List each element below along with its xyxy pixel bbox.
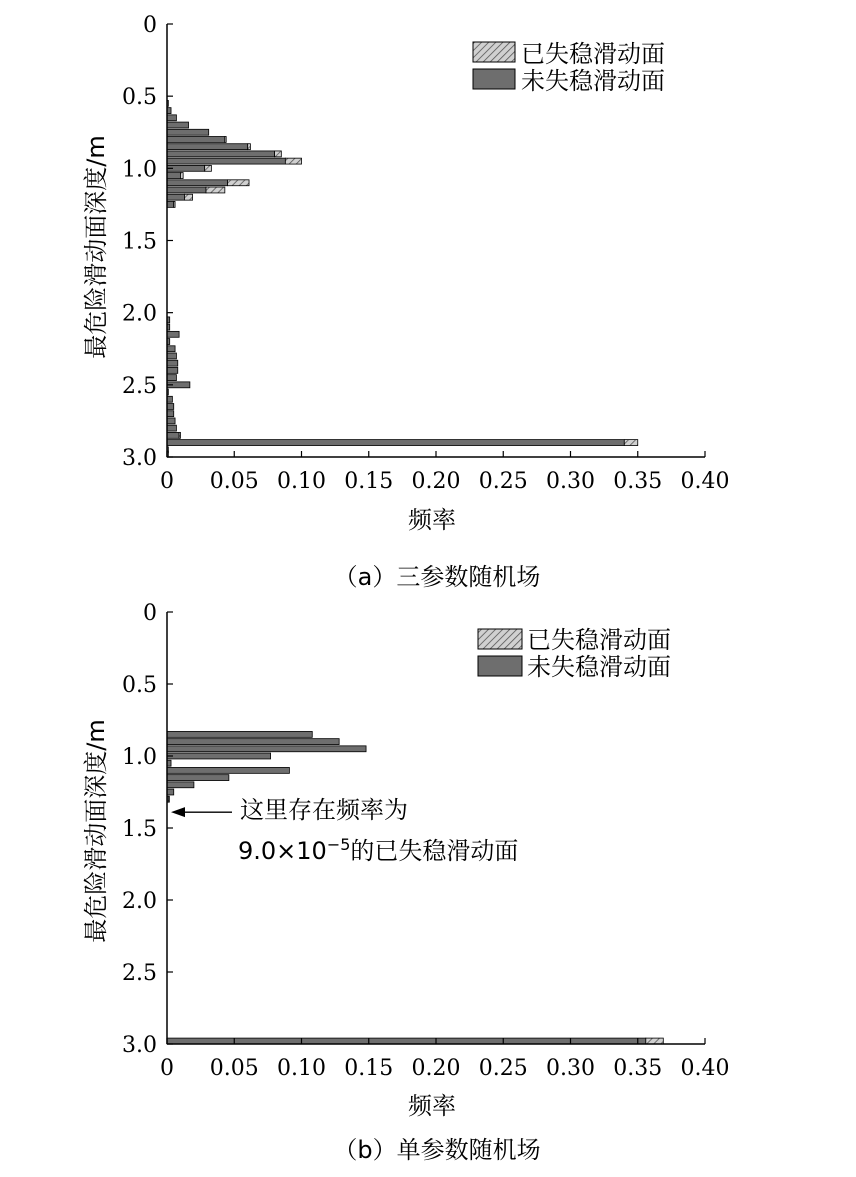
bar-failed-a (285, 158, 301, 164)
bar-stable-b (167, 767, 289, 773)
panel-b (82, 601, 729, 1164)
bar-failed-a (275, 151, 282, 157)
legend-label-failed-a: 已失稳滑动面 (521, 40, 665, 68)
legend-label-stable-a: 未失稳滑动面 (521, 67, 665, 95)
bar-stable-a (167, 158, 285, 164)
bar-stable-b (167, 775, 229, 781)
annotation-line1: 这里存在频率为 (240, 796, 408, 824)
bar-stable-a (167, 367, 178, 373)
x-tick-label-a: 0.10 (277, 469, 326, 494)
legend-swatch-hatched-b (478, 629, 522, 649)
bar-stable-a (167, 432, 179, 438)
y-tick-label-b: 0.5 (122, 673, 157, 698)
bar-stable-a (167, 425, 176, 431)
bar-failed-b (646, 1038, 663, 1044)
bar-failed-a (206, 187, 225, 193)
y-tick-label-a: 2.0 (122, 301, 157, 327)
bars-a (167, 100, 638, 457)
x-tick-label-b: 0.40 (680, 1056, 730, 1081)
panel-a (82, 13, 729, 591)
x-tick-label-a: 0.20 (411, 469, 461, 494)
bar-stable-a (167, 353, 176, 359)
legend-swatch-solid-b (478, 656, 522, 676)
bar-stable-a (167, 187, 206, 193)
bar-stable-b (167, 746, 366, 752)
x-tick-label-a: 0 (160, 469, 174, 494)
x-tick-label-b: 0.05 (209, 1056, 259, 1081)
annotation-line2 (238, 835, 518, 865)
bar-stable-b (167, 731, 312, 737)
x-tick-label-b: 0.30 (546, 1056, 595, 1081)
y-tick-label-b: 2.0 (122, 889, 157, 914)
y-tick-label-a: 0.5 (122, 85, 157, 111)
legend-label-failed-b: 已失稳滑动面 (527, 626, 671, 654)
legend-label-stable-b: 未失稳滑动面 (527, 653, 671, 681)
y-tick-label-b: 3.0 (122, 1033, 157, 1058)
bar-stable-a (167, 151, 275, 157)
legend-swatch-solid-a (473, 69, 515, 89)
x-tick-label-a: 0.35 (613, 469, 663, 494)
bar-failed-a (228, 180, 250, 186)
x-tick-label-b: 0.15 (344, 1056, 394, 1081)
bar-stable-a (167, 418, 175, 424)
bar-stable-a (167, 144, 248, 150)
bar-failed-a (248, 144, 251, 150)
bar-failed-a (624, 440, 637, 446)
bar-failed-a (179, 432, 180, 438)
x-tick-label-b: 0 (160, 1056, 174, 1081)
bar-stable-a (167, 331, 179, 337)
bar-stable-a (167, 375, 176, 381)
annotation-arrowhead (171, 807, 185, 817)
bar-failed-a (225, 137, 226, 143)
x-tick-label-b: 0.20 (411, 1056, 461, 1081)
x-axis-label-b: 频率 (408, 1092, 456, 1120)
bar-failed-a (205, 165, 212, 171)
bar-stable-a (167, 440, 624, 446)
bar-failed-a (184, 194, 192, 200)
y-tick-label-b: 0 (143, 601, 157, 626)
x-tick-label-b: 0.35 (613, 1056, 663, 1081)
bar-stable-b (167, 782, 194, 788)
y-axis-label-b: 最危险滑动面深度/m (82, 719, 110, 943)
bar-stable-a (167, 396, 172, 402)
bars-b (167, 731, 663, 1044)
bar-stable-a (167, 411, 174, 417)
bar-stable-b (167, 739, 339, 745)
x-tick-label-a: 0.25 (478, 469, 528, 494)
bar-failed-b (168, 796, 169, 802)
bar-stable-a (167, 346, 175, 352)
x-tick-label-a: 0.15 (344, 469, 394, 494)
x-tick-label-a: 0.40 (680, 469, 730, 494)
bar-stable-a (167, 137, 225, 143)
y-tick-label-b: 1.0 (122, 745, 157, 770)
legend-b (478, 626, 671, 681)
bar-stable-b (167, 753, 271, 759)
y-tick-label-a: 1.5 (122, 229, 157, 255)
y-tick-label-a: 3.0 (122, 446, 157, 471)
bar-stable-a (167, 360, 178, 366)
bar-stable-b (167, 789, 174, 795)
x-tick-label-a: 0.05 (209, 469, 259, 494)
y-tick-label-a: 0 (143, 13, 157, 38)
bar-stable-b (167, 1038, 646, 1044)
bar-stable-a (167, 201, 174, 207)
bar-failed-a (180, 173, 183, 179)
bar-stable-a (167, 404, 174, 410)
bar-stable-a (167, 122, 189, 128)
bar-stable-a (167, 173, 180, 179)
x-tick-label-b: 0.10 (277, 1056, 326, 1081)
legend-a (473, 40, 665, 95)
x-tick-label-a: 0.30 (546, 469, 595, 494)
caption-a: （a）三参数随机场 (333, 563, 541, 591)
bar-stable-a (167, 180, 228, 186)
y-tick-label-b: 2.5 (122, 961, 157, 986)
y-axis-label-a: 最危险滑动面深度/m (82, 135, 110, 359)
bar-stable-a (167, 115, 176, 121)
annotation-exponent: −5 (326, 835, 351, 854)
annotation-mantissa: 9.0×10 (238, 837, 327, 865)
annotation-suffix: 的已失稳滑动面 (350, 837, 519, 865)
x-axis-label-a: 频率 (408, 506, 456, 534)
x-tick-label-b: 0.25 (478, 1056, 528, 1081)
y-tick-label-b: 1.5 (122, 817, 157, 842)
y-tick-label-a: 2.5 (122, 373, 157, 399)
bar-failed-a (174, 201, 175, 207)
bar-stable-a (167, 129, 209, 135)
legend-swatch-hatched-a (473, 42, 515, 62)
bar-stable-a (167, 194, 184, 200)
caption-b: （b）单参数随机场 (333, 1136, 541, 1164)
annotation (171, 796, 518, 865)
y-tick-label-a: 1.0 (122, 157, 157, 183)
